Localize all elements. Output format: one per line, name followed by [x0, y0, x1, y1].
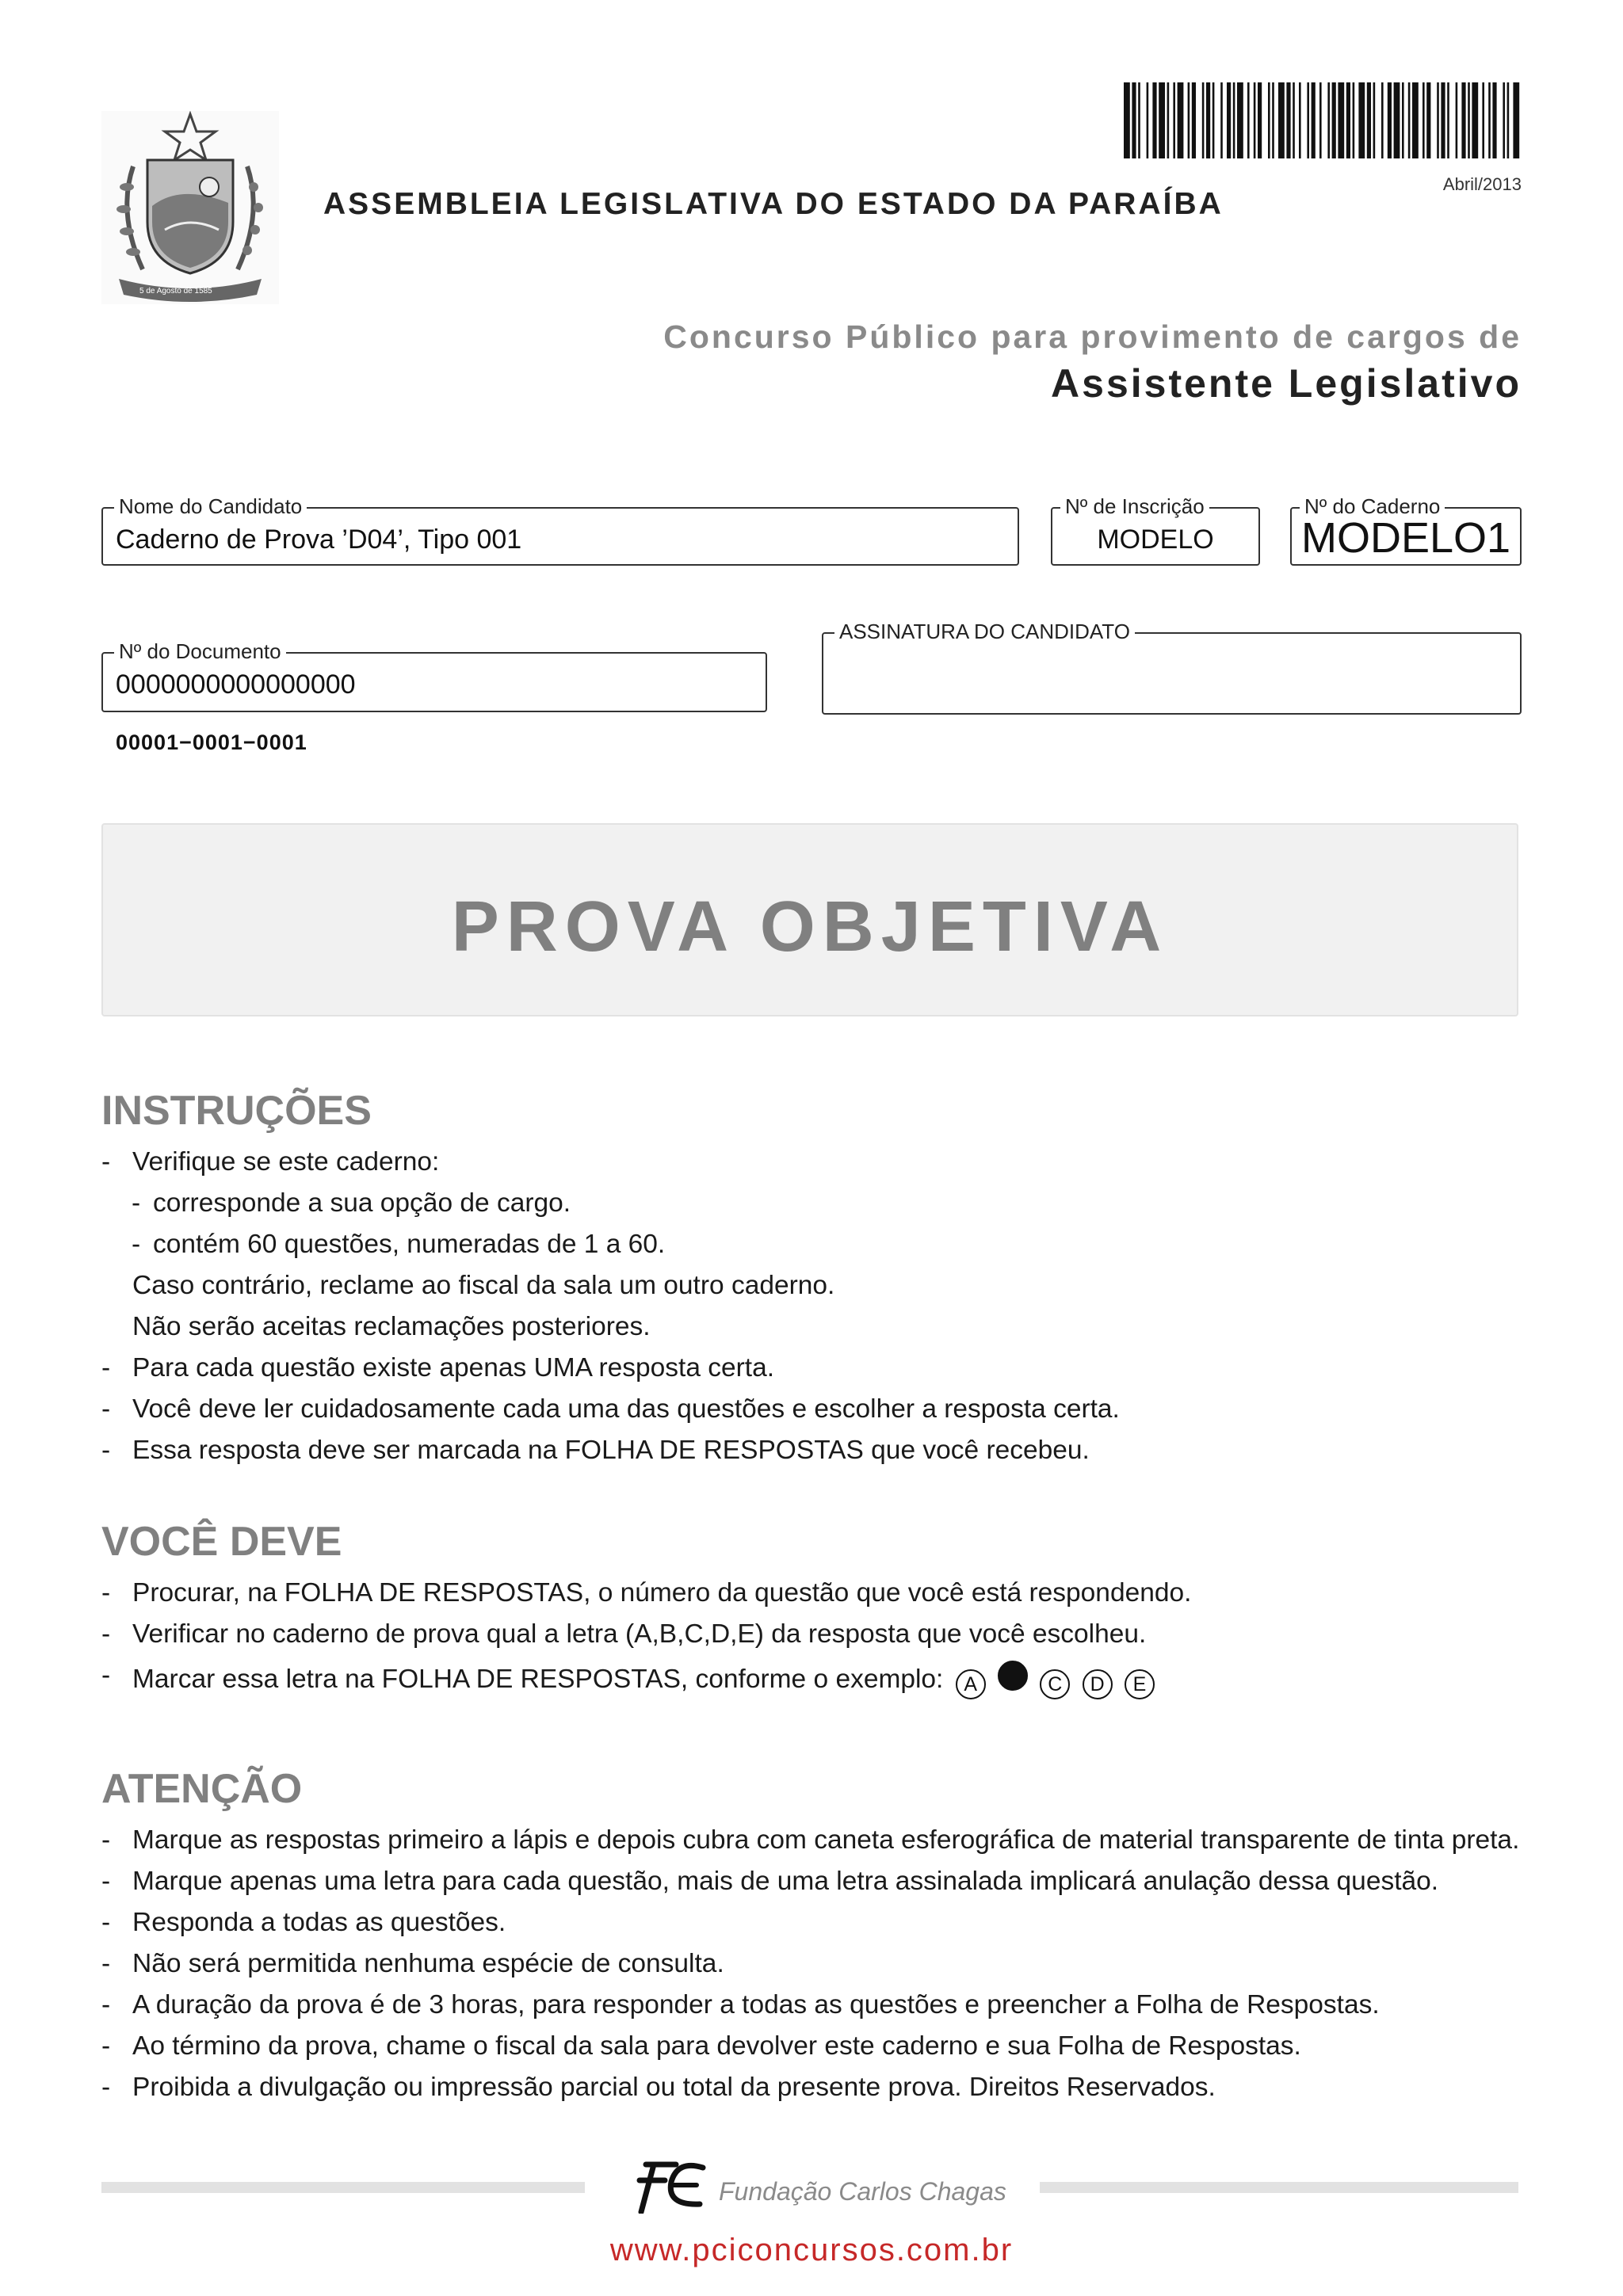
- website-url[interactable]: www.pciconcursos.com.br: [609, 2233, 1014, 2267]
- barcode-bar: [1173, 82, 1175, 158]
- list-bullet: -: [101, 1825, 111, 1855]
- footer-divider-right: [1040, 2182, 1518, 2193]
- attention-line: Responda a todas as questões.: [132, 1908, 506, 1937]
- candidate-signature-label: ASSINATURA DO CANDIDATO: [834, 620, 1135, 644]
- barcode-bar: [1178, 82, 1184, 158]
- booklet-number-value: MODELO1: [1301, 514, 1511, 562]
- list-bullet: -: [101, 1394, 111, 1424]
- barcode-bar: [1402, 82, 1404, 158]
- document-number-field: [101, 639, 767, 712]
- list-bullet: -: [101, 1619, 111, 1649]
- barcode-bar: [1188, 82, 1190, 158]
- barcode: [1124, 82, 1520, 158]
- barcode-bar: [1286, 82, 1290, 158]
- list-bullet: -: [101, 1949, 111, 1978]
- document-number-value: 0000000000000000: [116, 669, 356, 700]
- instruction-line: Você deve ler cuidadosamente cada uma das questões e escolher a resposta certa.: [132, 1394, 1120, 1424]
- attention-line: Proibida a divulgação ou impressão parcial ou total da presente prova. Direitos Reservados.: [132, 2073, 1216, 2102]
- answer-bubble-example-e: E: [1125, 1669, 1155, 1699]
- barcode-bar: [1220, 82, 1223, 158]
- attention-line: A duração da prova é de 3 horas, para responder a todas as questões e preencher a Folha de Respostas.: [132, 1990, 1380, 2019]
- attention-line: Marque as respostas primeiro a lápis e depois cubra com caneta esferográfica de material transparente de tinta preta.: [132, 1825, 1520, 1855]
- barcode-bar: [1472, 82, 1478, 158]
- barcode-bar: [1268, 82, 1270, 158]
- barcode-bar: [1388, 82, 1392, 158]
- barcode-bar: [1423, 82, 1425, 158]
- barcode-bar: [1338, 82, 1344, 158]
- barcode-bar: [1408, 82, 1411, 158]
- list-bullet: -: [101, 1578, 111, 1608]
- exam-banner-title: PROVA OBJETIVA: [451, 887, 1169, 967]
- instruction-line: Verifique se este caderno:: [132, 1147, 440, 1177]
- document-number-label: Nº do Documento: [114, 639, 286, 664]
- barcode-bar: [1307, 82, 1309, 158]
- instruction-line: Essa resposta deve ser marcada na FOLHA DE RESPOSTAS que você recebeu.: [132, 1436, 1090, 1465]
- booklet-number-label: Nº do Caderno: [1300, 494, 1445, 519]
- state-coat-of-arms-logo: [101, 111, 279, 304]
- barcode-bar: [1258, 82, 1262, 158]
- barcode-bar: [1247, 82, 1250, 158]
- list-bullet: -: [101, 1353, 111, 1383]
- barcode-bar: [1488, 82, 1491, 158]
- footer-divider-left: [101, 2182, 585, 2193]
- you-must-line-text: Marcar essa letra na FOLHA DE RESPOSTAS, conforme o exemplo:: [132, 1665, 944, 1694]
- you-must-line: Verificar no caderno de prova qual a letra (A,B,C,D,E) da resposta que você escolheu.: [132, 1619, 1147, 1649]
- barcode-bar: [1353, 82, 1355, 158]
- list-bullet: -: [101, 2031, 111, 2061]
- candidate-name-value: Caderno de Prova ’D04’, Tipo 001: [116, 524, 522, 555]
- barcode-bar: [1513, 82, 1519, 158]
- barcode-bar: [1507, 82, 1510, 158]
- fcc-logo: [630, 2157, 709, 2214]
- exam-banner: [101, 823, 1518, 1016]
- barcode-bar: [1227, 82, 1231, 158]
- barcode-bar: [1367, 82, 1371, 158]
- instruction-line: Não serão aceitas reclamações posteriores.: [132, 1312, 651, 1341]
- barcode-bar: [1138, 82, 1140, 158]
- barcode-bar: [1468, 82, 1470, 158]
- barcode-bar: [1254, 82, 1256, 158]
- barcode-bar: [1206, 82, 1210, 158]
- barcode-bar: [1346, 82, 1350, 158]
- answer-bubble-example-b-filled: [998, 1661, 1028, 1691]
- barcode-bar: [1159, 82, 1165, 158]
- barcode-bar: [1332, 82, 1336, 158]
- barcode-bar: [1237, 82, 1243, 158]
- barcode-bar: [1233, 82, 1235, 158]
- organization-title: ASSEMBLEIA LEGISLATIVA DO ESTADO DA PARAÍBA: [323, 187, 1224, 221]
- barcode-bar: [1441, 82, 1445, 158]
- barcode-bar: [1503, 82, 1505, 158]
- foundation-name: Fundação Carlos Chagas: [719, 2177, 1006, 2206]
- answer-bubble-example-d: D: [1083, 1669, 1113, 1699]
- list-bullet: -: [101, 1436, 111, 1465]
- exam-date: Abril/2013: [1442, 174, 1522, 194]
- candidate-name-label: Nome do Candidato: [114, 494, 307, 519]
- list-bullet: -: [101, 1990, 111, 2019]
- barcode-bar: [1327, 82, 1330, 158]
- attention-line: Não será permitida nenhuma espécie de consulta.: [132, 1949, 724, 1978]
- barcode-bar: [1492, 82, 1496, 158]
- candidate-name-field: [101, 494, 1019, 566]
- crest-ribbon-text: 5 de Agosto de 1585: [139, 287, 212, 296]
- list-bullet: -: [132, 1230, 141, 1259]
- you-must-line: [132, 1661, 1155, 1699]
- list-bullet: -: [101, 1908, 111, 1937]
- you-must-heading: VOCÊ DEVE: [101, 1519, 342, 1565]
- contest-subtitle: Concurso Público para provimento de cargos de: [663, 318, 1522, 355]
- barcode-bar: [1272, 82, 1274, 158]
- barcode-bar: [1373, 82, 1376, 158]
- answer-bubble-example-c: C: [1040, 1669, 1070, 1699]
- instruction-line: Caso contrário, reclame ao fiscal da sala um outro caderno.: [132, 1271, 835, 1300]
- position-title: Assistente Legislativo: [1051, 361, 1522, 406]
- instruction-line: contém 60 questões, numeradas de 1 a 60.: [153, 1230, 666, 1259]
- barcode-bar: [1461, 82, 1465, 158]
- barcode-bar: [1299, 82, 1301, 158]
- attention-line: Marque apenas uma letra para cada questão, mais de uma letra assinalada implicará anulação dessa questão.: [132, 1867, 1439, 1896]
- document-code: 00001−0001−0001: [116, 730, 307, 754]
- barcode-bar: [1447, 82, 1449, 158]
- barcode-bar: [1319, 82, 1322, 158]
- barcode-bar: [1212, 82, 1215, 158]
- barcode-bar: [1358, 82, 1365, 158]
- barcode-bar: [1412, 82, 1419, 158]
- booklet-number-field: [1290, 494, 1522, 566]
- barcode-bar: [1482, 82, 1484, 158]
- barcode-bar: [1124, 82, 1130, 158]
- registration-number-label: Nº de Inscrição: [1060, 494, 1209, 519]
- attention-line: Ao término da prova, chame o fiscal da sala para devolver este caderno e sua Folha de Respostas.: [132, 2031, 1301, 2061]
- instructions-heading: INSTRUÇÕES: [101, 1088, 372, 1134]
- barcode-bar: [1293, 82, 1295, 158]
- barcode-bar: [1394, 82, 1400, 158]
- barcode-bar: [1426, 82, 1430, 158]
- barcode-bar: [1456, 82, 1458, 158]
- candidate-signature-field[interactable]: [822, 620, 1522, 715]
- barcode-bar: [1312, 82, 1316, 158]
- instruction-line: corresponde a sua opção de cargo.: [153, 1188, 571, 1218]
- list-bullet: -: [101, 1867, 111, 1896]
- barcode-bar: [1437, 82, 1439, 158]
- barcode-bar: [1167, 82, 1170, 158]
- list-bullet: -: [132, 1188, 141, 1218]
- barcode-bar: [1202, 82, 1205, 158]
- list-bullet: -: [101, 1661, 111, 1690]
- barcode-bar: [1152, 82, 1156, 158]
- barcode-bar: [1278, 82, 1285, 158]
- list-bullet: -: [101, 2073, 111, 2102]
- answer-bubble-example-a: A: [956, 1669, 986, 1699]
- barcode-bar: [1132, 82, 1136, 158]
- registration-number-value: MODELO: [1097, 524, 1214, 555]
- list-bullet: -: [101, 1147, 111, 1177]
- instruction-line: Para cada questão existe apenas UMA resposta certa.: [132, 1353, 775, 1383]
- registration-number-field: [1051, 494, 1260, 566]
- you-must-line: Procurar, na FOLHA DE RESPOSTAS, o número da questão que você está respondendo.: [132, 1578, 1192, 1608]
- barcode-bar: [1147, 82, 1149, 158]
- barcode-bar: [1381, 82, 1384, 158]
- attention-heading: ATENÇÃO: [101, 1766, 303, 1812]
- barcode-bar: [1192, 82, 1196, 158]
